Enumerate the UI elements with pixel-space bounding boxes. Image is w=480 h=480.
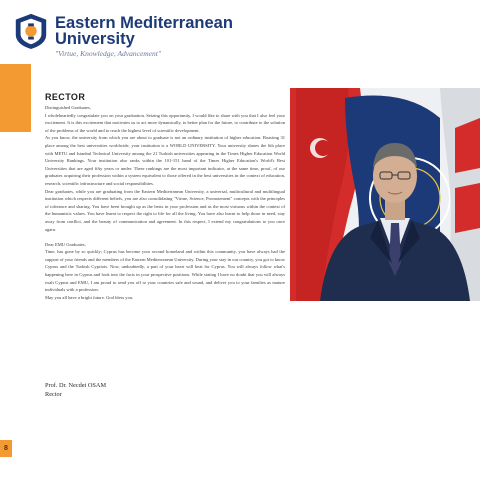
rector-photo [290,88,480,301]
university-name [55,15,233,47]
letter-paragraph: I wholeheartedly congratulate you on your graduation. Seizing this opportunity, I would like to share with you that I also feel your excitement. It is this excitement that motivates us to act more dynamically, to better plan for the future, to contribute to the solution of the problems of the world and to reach the highest level of scientific development. [45,112,285,133]
paragraph-gap [45,233,285,241]
rector-portrait-image [290,88,480,301]
side-accent-bar [0,64,31,132]
university-name-line1: Eastern Mediterranean [55,14,233,32]
page-header [0,0,480,60]
letter-paragraph: May you all have a bright future. God bless you. [45,294,134,300]
letter-paragraph: As you know, the university from which you are about to graduate is not an ordinary institution of higher education. Boasting 31 place among the best universities worldwide, your institution is a WORLD UNIVERSITY. Your university shares the 6th place with METU and Istanbul Technical University among the 21 Turkish universities appearing in the Times Higher Education World University Rankings. Your institution also ranks within the 101-151 band of the Times Higher Education's World's Best Universities that are aged fifty years or under. These rankings are the most important indicator, at the same time, proof, of our graduates acquiring their profession within a system equivalent to those offered in the best universities in the context of education, research, scientific infrastructure and social responsibilities. [45,135,285,186]
letter-paragraph: Dear EMU Graduates, [45,241,86,247]
university-name-line2: University [55,30,135,48]
university-logo-icon [12,12,50,50]
page-number: 8 [0,440,12,457]
letter-paragraph: Dear graduates, while you are graduating from the Eastern Mediterranean University, a universal, multicultural and multilingual institution which respects different beliefs, you are also consolidating "Virtue, Science, Promotement" concepts with the principles of tolerance and sharing. You have been brought up as the bests in your profession and as the most virtuous within the context of the humanistic values. You have learnt to respect the right to life for all the living. You have also learnt to help those in need, stay away from conflict, and the beauty of communication and agreement. In this respect, I extend my congratulations to you once again. [45,188,285,232]
section-title: RECTOR [45,92,86,102]
signature-title: Rector [45,391,62,398]
letter-paragraph: Time, has gone by so quickly; Cyprus has become your second homeland and within this community, you have always had the support of your friends and the members of the Eastern Mediterranean University. During your stay in our country, you got to know Cyprus and the Turkish Cypriots. Now, undoubtedly, a part of your heart will beat for Cyprus. You will always follow what's happening here in Cyprus and look into the facts in your prospective positions. While stating I have no doubt that you will always exalt Cyprus and EMU, I am proud to send you off to your countries safe and sound, and deliver you to your families as mature individuals with a profession. [45,249,285,293]
letter-paragraph: Distinguished Graduates, [45,105,91,110]
university-motto: "Virtue, Knowledge, Advancement" [55,49,161,58]
signature-name: Prof. Dr. Necdet OSAM [45,382,107,389]
rector-letter [45,104,285,301]
